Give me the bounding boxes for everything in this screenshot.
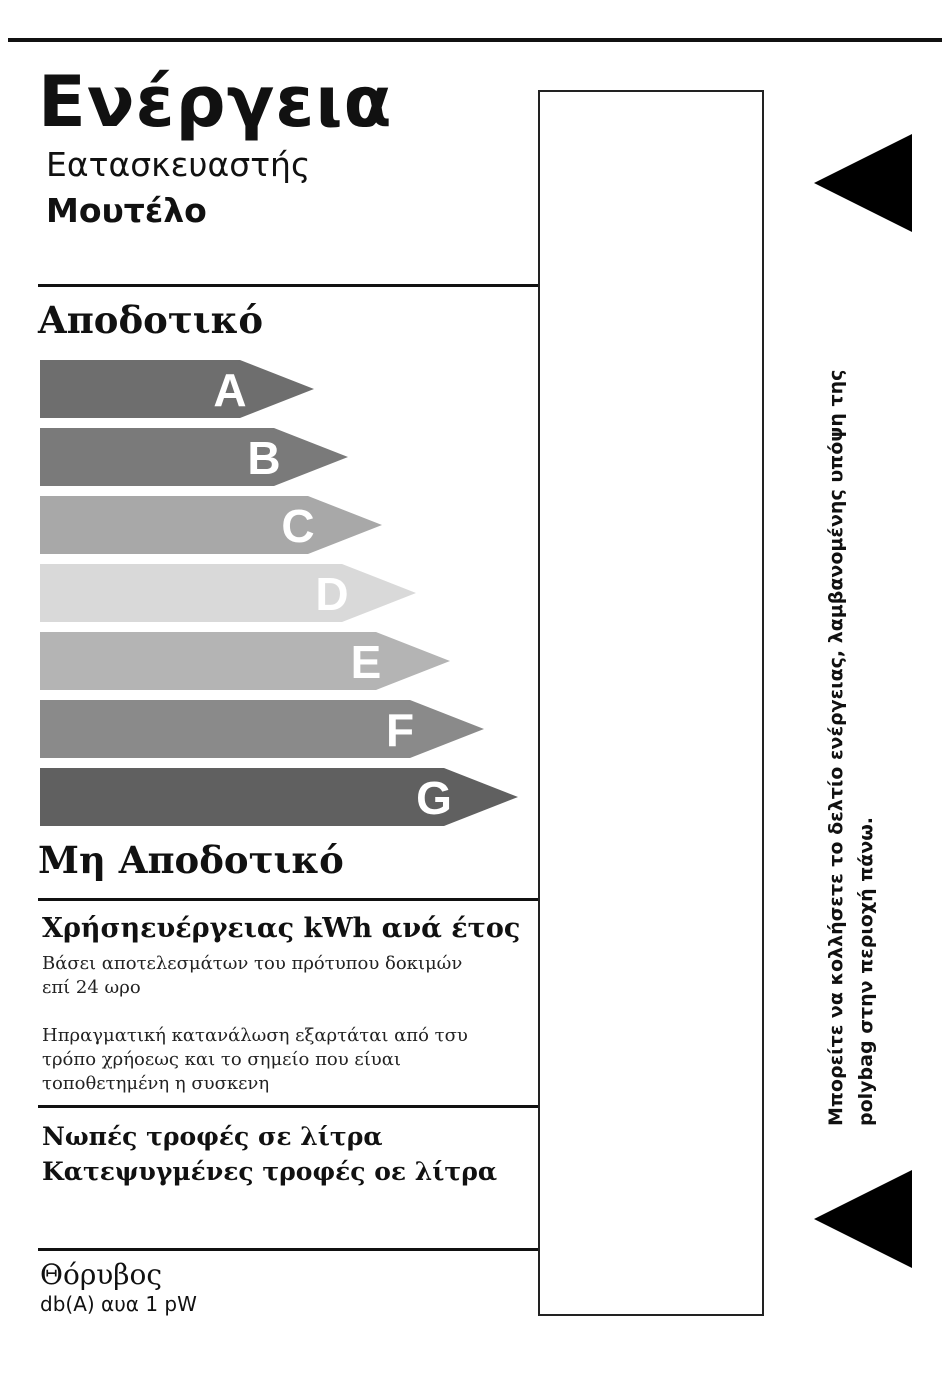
manufacturer-label: Εατασκευαστής xyxy=(46,145,311,184)
energy-class-letter: G xyxy=(416,772,452,824)
energy-class-bars xyxy=(0,0,560,840)
label-title: Ενέργεια xyxy=(38,61,393,143)
side-instruction xyxy=(821,286,891,1126)
energy-class-arrow xyxy=(40,700,484,758)
consumption-note-line2: τρόπο χρήοεως και το σημείο που είυαι xyxy=(42,1049,401,1070)
energy-class-g xyxy=(40,768,518,826)
energy-class-arrow xyxy=(40,428,348,486)
energy-class-c xyxy=(40,496,382,554)
energy-class-letter: A xyxy=(213,364,247,416)
side-instruction-line2: polybag στην περιοχή πάνω. xyxy=(855,816,877,1126)
energy-class-arrow xyxy=(40,632,450,690)
side-instruction-line1: Μπορείτε να κολλήσετε το δελτίο ενέργειας, λαμβανομένης υπόψη της xyxy=(825,369,847,1126)
energy-class-letter: E xyxy=(350,636,382,688)
consumption-basis-line1: Βάσει αποτελεσμάτων του πρότυπου δοκιμών xyxy=(42,953,463,974)
noise-unit-label: db(A) αυα 1 pW xyxy=(40,1292,197,1316)
energy-class-letter: B xyxy=(247,432,281,484)
energy-class-f xyxy=(40,700,484,758)
energy-class-e xyxy=(40,632,450,690)
energy-class-arrow xyxy=(40,564,416,622)
divider-consumption xyxy=(38,1105,538,1108)
energy-class-letter: F xyxy=(385,704,415,756)
energy-class-arrow xyxy=(40,360,314,418)
divider-scale xyxy=(38,898,538,901)
sticker-area xyxy=(538,90,764,1316)
arrow-left-top-icon xyxy=(812,134,916,234)
energy-class-letter: C xyxy=(281,500,315,552)
consumption-note-line3: τοποθετημένη η συσκενη xyxy=(42,1073,270,1094)
efficient-label: Αποδοτικό xyxy=(38,298,264,342)
frozen-volume-label: Κατεψυγμένες τροφές οε λίτρα xyxy=(42,1157,498,1186)
fresh-volume-label: Νωπές τροφές σε λίτρα xyxy=(42,1122,383,1151)
energy-class-a xyxy=(40,360,314,418)
divider-volume xyxy=(38,1248,538,1251)
consumption-basis-line2: επί 24 ωρο xyxy=(42,977,141,998)
energy-class-d xyxy=(40,564,416,622)
energy-class-b xyxy=(40,428,348,486)
inefficient-label: Μη Αποδοτικό xyxy=(38,838,344,882)
consumption-title: Χρήσηευέργειας kWh ανά έτος xyxy=(42,913,521,944)
model-label: Μουτέλο xyxy=(46,191,207,230)
noise-label: Θόρυβος xyxy=(40,1258,163,1291)
energy-class-letter: D xyxy=(315,568,349,620)
energy-class-arrow xyxy=(40,496,382,554)
consumption-note-line1: Ηπραγματική κατανάλωση εξαρτάται από τσυ xyxy=(42,1025,468,1046)
arrow-left-bottom-icon xyxy=(812,1170,916,1270)
